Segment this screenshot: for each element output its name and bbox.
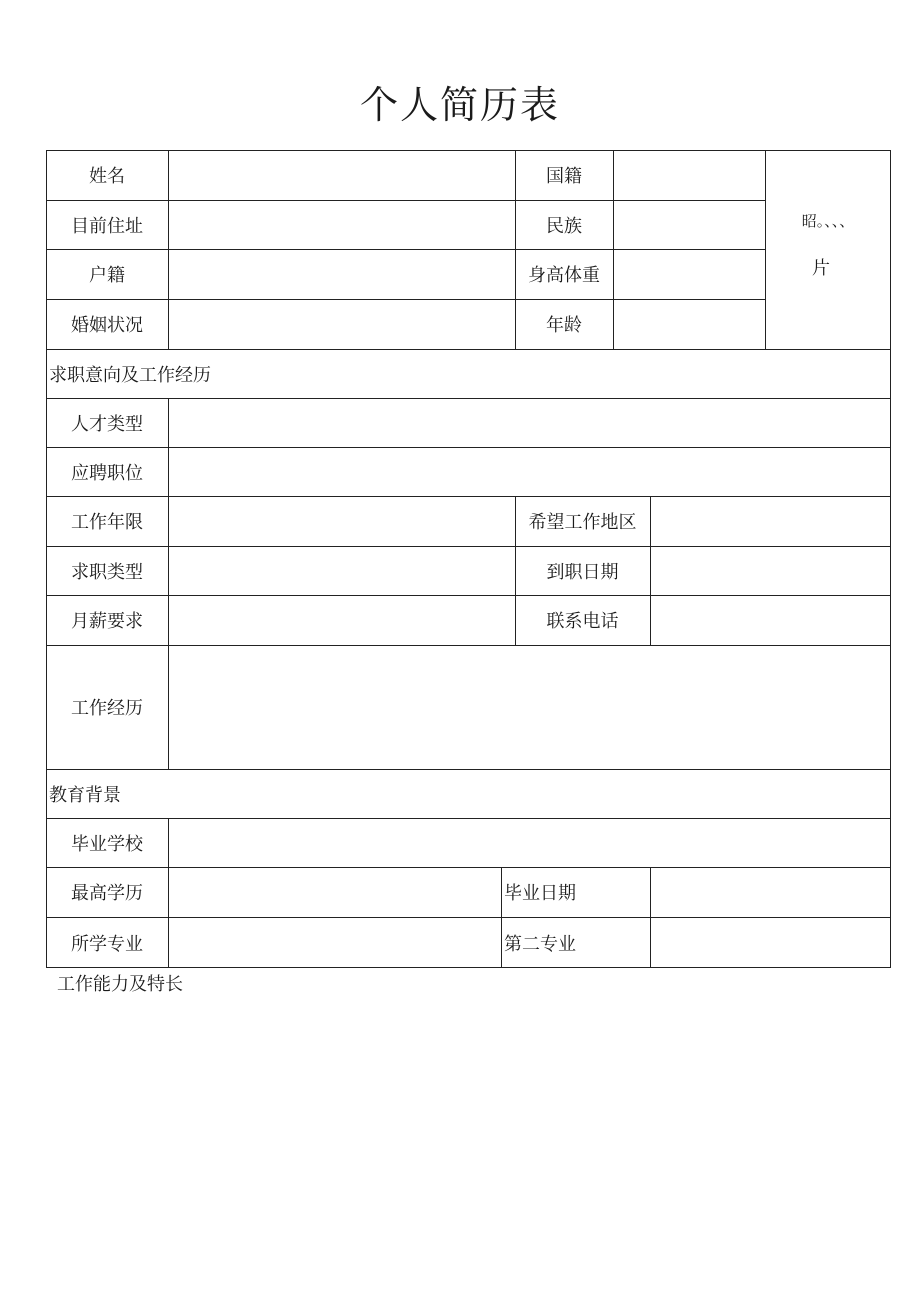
nationality-label: 国籍 <box>546 166 582 187</box>
school-field[interactable] <box>169 819 891 867</box>
degree-field[interactable] <box>169 868 501 917</box>
skills-section-title: 工作能力及特长 <box>57 974 183 995</box>
experience-label: 工作经历 <box>71 698 143 719</box>
position-label: 应聘职位 <box>71 462 143 484</box>
salary-field[interactable] <box>169 596 515 645</box>
salary-label: 月薪要求 <box>71 611 143 632</box>
name-label: 姓名 <box>89 166 125 187</box>
position-field[interactable] <box>169 448 891 496</box>
phone-field[interactable] <box>651 596 891 645</box>
page-title: 个人简历表 <box>359 83 560 127</box>
marital-field[interactable] <box>169 300 515 349</box>
photo-label-top: 昭。、、、 <box>801 212 855 230</box>
second-major-field[interactable] <box>651 918 891 968</box>
second-major-label: 第二专业 <box>504 933 576 955</box>
address-field[interactable] <box>169 201 515 249</box>
address-label: 目前住址 <box>71 215 143 237</box>
major-field[interactable] <box>169 918 501 968</box>
photo-label-bottom: 片 <box>812 258 830 279</box>
marital-label: 婚姻状况 <box>71 315 143 336</box>
start-date-label: 到职日期 <box>546 561 619 583</box>
job-type-field[interactable] <box>169 547 515 595</box>
years-field[interactable] <box>169 497 515 546</box>
hukou-label: 户籍 <box>89 265 125 286</box>
ethnicity-field[interactable] <box>614 201 765 249</box>
job-section-title: 求职意向及工作经历 <box>49 364 211 386</box>
talent-type-field[interactable] <box>169 399 891 447</box>
experience-field[interactable] <box>169 646 891 769</box>
hukou-field[interactable] <box>169 250 515 299</box>
height-weight-field[interactable] <box>614 250 765 299</box>
age-field[interactable] <box>614 300 765 349</box>
start-date-field[interactable] <box>651 547 891 595</box>
age-label: 年龄 <box>546 315 582 336</box>
photo-box[interactable] <box>766 151 890 349</box>
grad-date-label: 毕业日期 <box>504 883 576 904</box>
years-label: 工作年限 <box>71 512 143 533</box>
job-type-label: 求职类型 <box>71 561 143 583</box>
degree-label: 最高学历 <box>71 883 143 904</box>
talent-type-label: 人才类型 <box>71 413 143 435</box>
region-field[interactable] <box>651 497 891 546</box>
region-label: 希望工作地区 <box>528 512 637 533</box>
name-field[interactable] <box>169 151 515 200</box>
school-label: 毕业学校 <box>71 833 143 855</box>
height-weight-label: 身高体重 <box>528 265 600 286</box>
major-label: 所学专业 <box>71 933 143 955</box>
education-section-title: 教育背景 <box>49 784 121 806</box>
grad-date-field[interactable] <box>651 868 891 917</box>
phone-label: 联系电话 <box>546 611 619 632</box>
ethnicity-label: 民族 <box>546 215 582 237</box>
nationality-field[interactable] <box>614 151 765 200</box>
